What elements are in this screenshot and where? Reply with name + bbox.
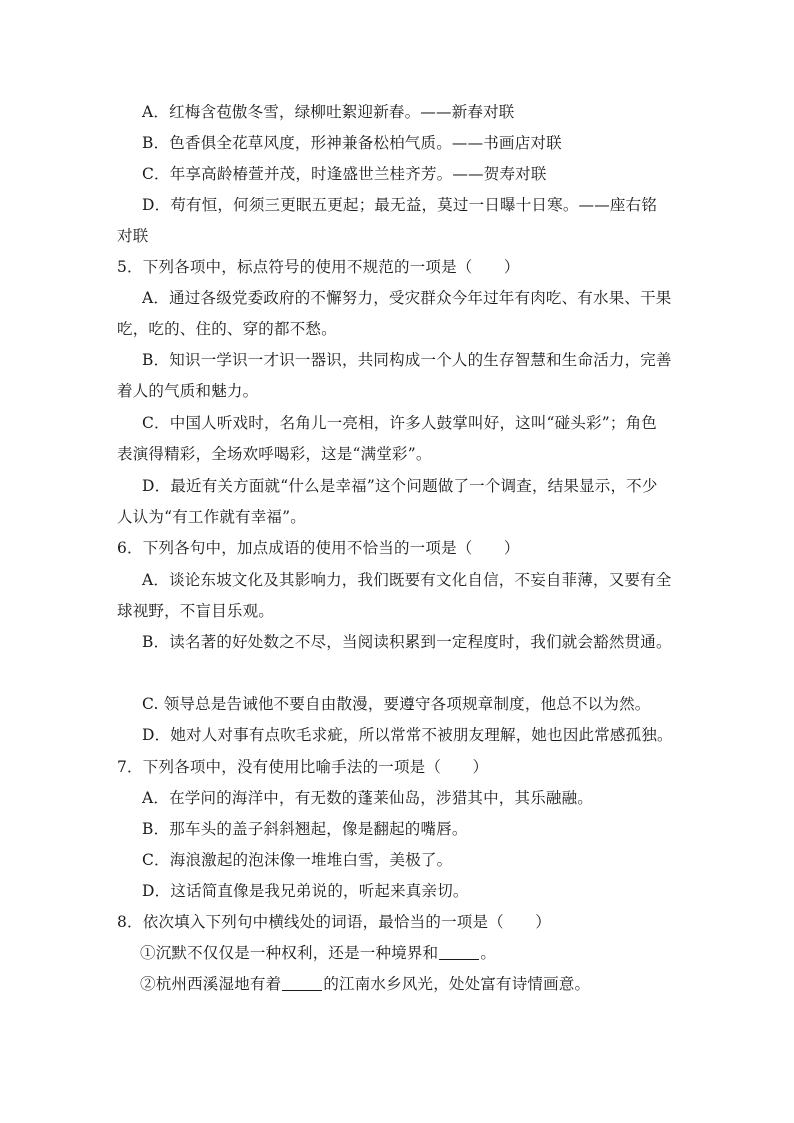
q6-option-d: D．她对人对事有点吹毛求疵，所以常常不被朋友理解，她也因此常感孤独。 bbox=[142, 726, 673, 744]
q7-option-d: D．这话简直像是我兄弟说的，听起来真亲切。 bbox=[142, 882, 469, 900]
q8-sentence-1-text: ①沉默不仅仅是一种权利，还是一种境界和 bbox=[140, 944, 439, 962]
q5-option-a-line2: 吃，吃的、住的、穿的都不愁。 bbox=[117, 320, 337, 338]
q8-sentence-1 bbox=[140, 942, 496, 964]
q5-option-d-line2: 人认为“有工作就有幸福”。 bbox=[117, 508, 306, 526]
q5-option-c-line1: C．中国人听戏时，名角儿一亮相，许多人鼓掌叫好，这叫“碰头彩”；角色 bbox=[142, 414, 658, 432]
q5-option-b-line1: B．知识一学识一才识一器识，共同构成一个人的生存智慧和生命活力，完善 bbox=[142, 351, 672, 369]
q6-option-a-line1: A．谈论东坡文化及其影响力，我们既要有文化自信，不妄自菲薄，又要有全 bbox=[142, 571, 672, 589]
q6-option-b: B．读名著的好处数之不尽，当阅读积累到一定程度时，我们就会豁然贯通。 bbox=[142, 633, 672, 651]
q7-option-b: B．那车头的盖子斜斜翘起，像是翻起的嘴唇。 bbox=[142, 820, 468, 838]
q5-option-d-line1: D．最近有关方面就“什么是幸福”这个问题做了一个调查，结果显示，不少 bbox=[142, 477, 658, 495]
q4-option-a: A．红梅含苞傲冬雪，绿柳吐絮迎新春。——新春对联 bbox=[142, 103, 515, 121]
q6-stem: 6．下列各句中，加点成语的使用不恰当的一项是（ ） bbox=[117, 539, 520, 557]
q8-sentence-2-end: 的江南水乡风光，处处富有诗情画意。 bbox=[323, 975, 591, 993]
q8-stem: 8．依次填入下列句中横线处的词语，最恰当的一项是（ ） bbox=[117, 913, 551, 931]
q8-sentence-1-end: 。 bbox=[480, 944, 497, 962]
q5-option-b-line2: 着人的气质和魅力。 bbox=[117, 382, 259, 400]
q4-option-b: B．色香俱全花草风度，形神兼备松柏气质。——书画店对联 bbox=[142, 134, 562, 152]
q4-option-c: C．年享高龄椿萱并茂，时逢盛世兰桂齐芳。——贺寿对联 bbox=[142, 165, 547, 183]
q6-option-c: C. 领导总是告诫他不要自由散漫，要遵守各项规章制度，他总不以为然。 bbox=[142, 695, 651, 713]
q5-option-a-line1: A．通过各级党委政府的不懈努力，受灾群众今年过年有肉吃、有水果、干果 bbox=[142, 289, 672, 307]
q5-option-c-line2: 表演得精彩，全场欢呼喝彩，这是“满堂彩”。 bbox=[117, 445, 432, 463]
q7-option-a: A．在学问的海洋中，有无数的蓬莱仙岛，涉猎其中，其乐融融。 bbox=[142, 789, 593, 807]
q4-option-d-line1: D．苟有恒，何须三更眠五更起；最无益，莫过一日曝十日寒。——座右铭 bbox=[142, 196, 658, 214]
q7-stem: 7．下列各项中，没有使用比喻手法的一项是（ ） bbox=[117, 758, 489, 776]
q4-option-d-line2: 对联 bbox=[117, 227, 149, 245]
q7-option-c: C．海浪激起的泡沫像一堆堆白雪，美极了。 bbox=[142, 851, 453, 869]
q6-option-a-line2: 球视野，不盲目乐观。 bbox=[117, 602, 275, 620]
q8-sentence-2 bbox=[140, 973, 590, 995]
fill-blank[interactable] bbox=[439, 943, 479, 960]
fill-blank[interactable] bbox=[282, 974, 322, 991]
q5-stem: 5．下列各项中，标点符号的使用不规范的一项是（ ） bbox=[117, 258, 520, 276]
q8-sentence-2-text: ②杭州西溪湿地有着 bbox=[140, 975, 282, 993]
